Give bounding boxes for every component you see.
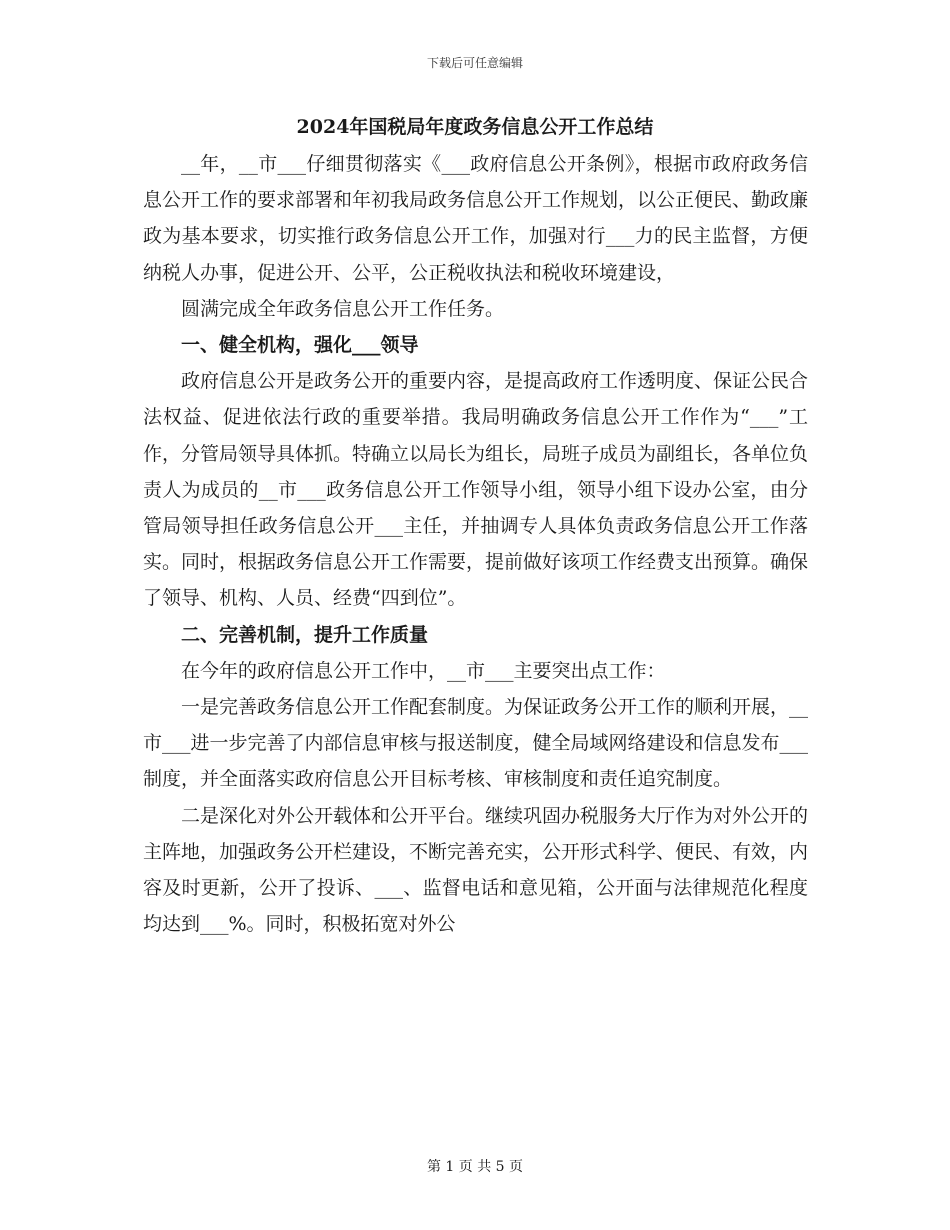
document-title: 2024年国税局年度政务信息公开工作总结 [296,116,654,138]
page-header-note: 下载后可任意编辑 [426,56,523,70]
section-heading: 二、完善机制，提升工作质量 [181,623,429,646]
paragraph: __年，__市___仔细贯彻落实《___政府信息公开条例》，根据市政府政务信息公开工作的要求部署和年初我局政务信息公开工作规划，以公正便民、勤政廉政为基本要求，切实推行政务信息公开工作，加强对行___力的民主监督，方便纳税人办事，促进公开、公平，公正税收执法和税收环境建设， [143,153,809,284]
section-heading: 一、健全机构，强化___领导 [181,334,419,357]
paragraph: 一是完善政务信息公开工作配套制度。为保证政务公开工作的顺利开展，__市___进一步完善了内部信息审核与报送制度，健全局域网络建设和信息发布___制度，并全面落实政府信息公开目标考核、审核制度和责任追究制度。 [143,696,809,791]
paragraph: 在今年的政府信息公开工作中，__市___主要突出点工作： [181,659,666,682]
paragraph: 圆满完成全年政务信息公开工作任务。 [181,297,505,320]
document-body [143,146,808,942]
paragraph: 政府信息公开是政务公开的重要内容，是提高政府工作透明度、保证公民合法权益、促进依法行政的重要举措。我局明确政务信息公开工作作为“___”工作，分管局领导具体抓。特确立以局长为组长，局班子成员为副组长，各单位负责人为成员的__市___政务信息公开工作领导小组，领导小组下设办公室，由分管局领导担任政务信息公开___主任，并抽调专人具体负责政务信息公开工作落实。同时，根据政务信息公开工作需要，提前做好该项工作经费支出预算。确保了领导、机构、人员、经费“四到位”。 [143,370,809,610]
paragraph: 二是深化对外公开载体和公开平台。继续巩固办税服务大厅作为对外公开的主阵地，加强政务公开栏建设，不断完善充实，公开形式科学、便民、有效，内容及时更新，公开了投诉、___、监督电话和意见箱，公开面与法律规范化程度均达到___%。同时，积极拓宽对外公 [143,804,809,936]
page-number-footer: 第 1 页 共 5 页 [426,1159,524,1175]
